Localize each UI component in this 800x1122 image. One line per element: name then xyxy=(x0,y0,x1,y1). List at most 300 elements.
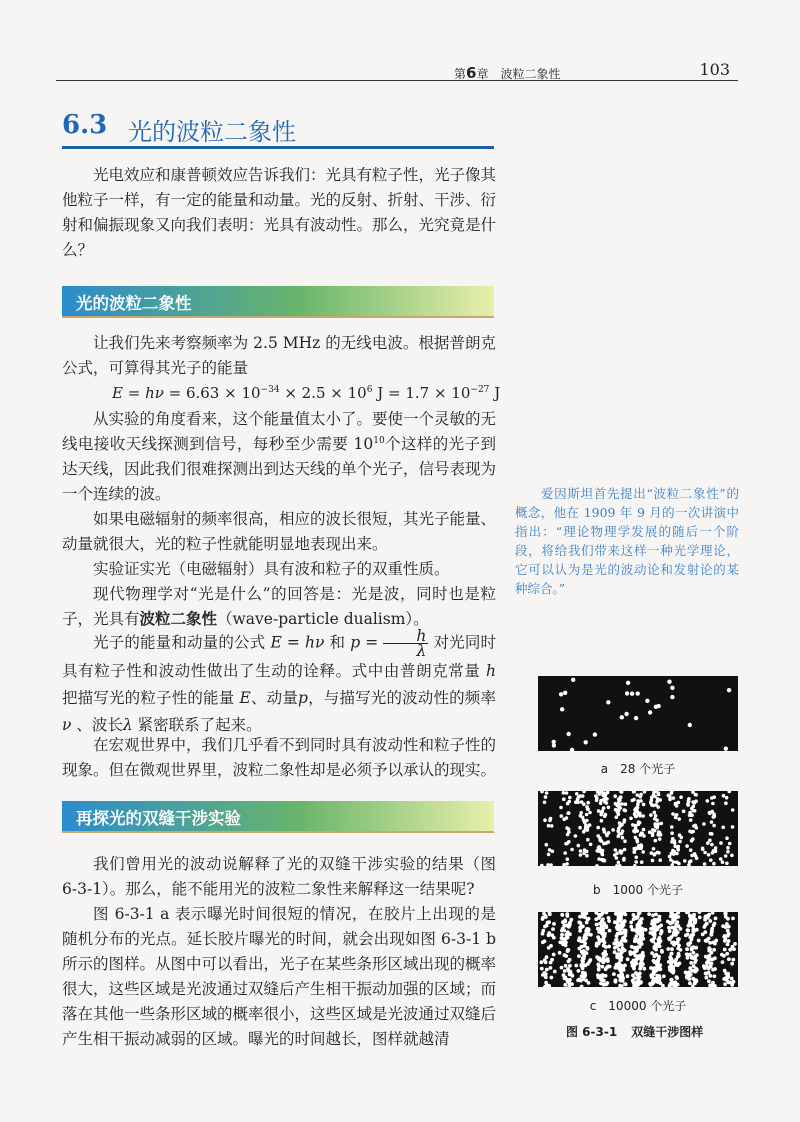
photon-dot xyxy=(564,944,568,948)
photon-dot xyxy=(560,707,564,711)
photon-dot xyxy=(599,975,603,979)
photon-dot xyxy=(711,912,715,915)
photon-dot xyxy=(710,951,714,955)
photon-dot xyxy=(710,929,714,933)
photon-dot xyxy=(673,839,677,843)
photon-dot xyxy=(632,850,636,854)
photon-dot xyxy=(656,824,660,828)
photon-dot xyxy=(677,817,681,821)
photon-dot xyxy=(620,802,624,806)
photon-dot xyxy=(689,818,693,822)
photon-dot xyxy=(649,927,653,931)
photon-dot xyxy=(617,813,621,817)
photon-dot xyxy=(662,974,666,978)
photon-dot xyxy=(689,859,693,863)
photon-dot xyxy=(600,839,604,843)
photon-dot xyxy=(731,825,735,829)
photon-dot xyxy=(596,927,600,931)
photon-dot xyxy=(669,915,673,919)
photon-dot xyxy=(701,847,705,851)
photon-dot xyxy=(612,972,616,976)
photon-dot xyxy=(654,942,658,946)
photon-dot xyxy=(552,743,556,747)
photon-dot xyxy=(670,947,674,951)
photon-dot xyxy=(586,801,590,805)
photon-dot xyxy=(607,916,611,920)
photon-dot xyxy=(607,945,611,949)
photon-dot xyxy=(657,851,661,855)
photon-dot xyxy=(649,983,653,987)
photon-dot xyxy=(623,808,627,812)
photon-dot xyxy=(677,845,681,849)
photon-dot xyxy=(692,969,696,973)
photon-dot xyxy=(570,848,574,852)
photon-dot xyxy=(638,967,642,971)
photon-dot xyxy=(605,965,609,969)
photon-dot xyxy=(693,801,697,805)
photon-dot xyxy=(567,800,571,804)
photon-dot xyxy=(545,968,549,972)
photon-dot xyxy=(567,981,571,985)
intro-paragraph: 光电效应和康普顿效应告诉我们：光具有粒子性，光子像其他粒子一样，有一定的能量和动量。光的反射、折射、干涉、衍射和偏振现象又向我们表明：光具有波动性。那么，光究竟是什么？ xyxy=(62,166,497,259)
photon-dot xyxy=(670,831,674,835)
photon-dot xyxy=(712,824,716,828)
photon-dot xyxy=(602,924,606,928)
photon-dot xyxy=(721,860,725,864)
photon-dot xyxy=(613,853,617,857)
photon-dot xyxy=(670,941,674,945)
photon-dot xyxy=(636,691,640,695)
photon-dot xyxy=(636,976,640,980)
photon-dot xyxy=(685,976,689,980)
photon-dot xyxy=(727,932,731,936)
photon-dot xyxy=(577,969,581,973)
photon-dot xyxy=(685,947,689,951)
photon-dot xyxy=(618,832,622,836)
interference-photo-b xyxy=(538,791,738,866)
photon-dot xyxy=(563,969,567,973)
photon-dot xyxy=(668,929,672,933)
photon-dot xyxy=(673,931,677,935)
photon-dot xyxy=(688,953,692,957)
photon-dot xyxy=(647,912,651,916)
photon-dot xyxy=(660,949,664,953)
photon-dot xyxy=(656,704,660,708)
photon-dot xyxy=(544,960,548,964)
photon-dot xyxy=(706,960,710,964)
photon-dot xyxy=(547,824,551,828)
photon-dot xyxy=(672,796,676,800)
photon-dot xyxy=(642,834,646,838)
photon-dot xyxy=(730,977,734,981)
photon-dot xyxy=(594,917,598,921)
photon-dot xyxy=(675,852,679,856)
photon-dot xyxy=(601,965,605,969)
photon-dot xyxy=(604,813,608,817)
photon-dot xyxy=(581,952,585,956)
photon-dot xyxy=(630,692,634,696)
photon-dot xyxy=(602,959,606,963)
photon-dot xyxy=(640,845,644,849)
photon-dot xyxy=(704,976,708,980)
photon-dot xyxy=(568,964,572,968)
photon-dot xyxy=(539,960,543,964)
h-over-lambda-fraction: $\frac{h}{\lambda}$ xyxy=(383,629,428,658)
photon-dot xyxy=(612,942,616,946)
photon-dot xyxy=(595,796,599,800)
photon-dot xyxy=(652,966,656,970)
photon-dot xyxy=(581,940,585,944)
photon-dot xyxy=(658,837,662,841)
photon-dot xyxy=(714,846,718,850)
photon-dot xyxy=(634,982,638,986)
photon-dot xyxy=(544,981,548,985)
photon-dot xyxy=(550,976,554,980)
photon-dot xyxy=(688,830,692,834)
photon-dot xyxy=(669,952,673,956)
photon-dot xyxy=(710,796,714,800)
photon-dot xyxy=(586,946,590,950)
photon-dot xyxy=(689,961,693,965)
photon-dot xyxy=(548,912,552,916)
photon-dot xyxy=(670,825,674,829)
photon-dot xyxy=(634,962,638,966)
photon-dot xyxy=(639,936,643,940)
photon-dot xyxy=(559,806,563,810)
photon-dot xyxy=(719,841,723,845)
photon-dot xyxy=(690,854,694,858)
photon-dot xyxy=(653,979,657,983)
photon-dot xyxy=(614,802,618,806)
photon-dot xyxy=(651,828,655,832)
photon-dot xyxy=(579,979,583,983)
photon-dot xyxy=(581,915,585,919)
photon-dot xyxy=(574,834,578,838)
photon-dot xyxy=(547,920,551,924)
photon-dot xyxy=(642,828,646,832)
photon-dot xyxy=(635,856,639,860)
photon-dot xyxy=(692,824,696,828)
photon-dot xyxy=(624,929,628,933)
photon-dot xyxy=(614,980,618,984)
photon-dot xyxy=(622,820,626,824)
photon-dot xyxy=(618,928,622,932)
photon-dot xyxy=(691,837,695,841)
photon-dot xyxy=(686,956,690,960)
photon-dot xyxy=(563,920,567,924)
photon-dot xyxy=(552,922,556,926)
photon-dot xyxy=(585,854,589,858)
photon-dot xyxy=(641,933,645,937)
photon-dot xyxy=(693,809,697,813)
photon-dot xyxy=(597,968,601,972)
photon-dot xyxy=(563,976,567,980)
photon-dot xyxy=(586,838,590,842)
photon-dot xyxy=(654,814,658,818)
photon-dot xyxy=(623,919,627,923)
photon-dot xyxy=(657,974,661,978)
photon-dot xyxy=(614,848,618,852)
photon-dot xyxy=(562,797,566,801)
photon-dot xyxy=(674,922,678,926)
photon-dot xyxy=(580,985,584,987)
photon-dot xyxy=(549,944,553,948)
photon-dot xyxy=(642,803,646,807)
photon-dot xyxy=(691,929,695,933)
photon-dot xyxy=(578,929,582,933)
subsection-heading-1: 光的波粒二象性 xyxy=(62,286,494,318)
caption-b: b 1000 个光子 xyxy=(593,883,683,897)
photon-dot xyxy=(584,979,588,983)
photon-dot xyxy=(616,952,620,956)
photon-dot xyxy=(603,800,607,804)
photon-dot xyxy=(708,812,712,816)
photon-dot xyxy=(653,811,657,815)
photon-dot xyxy=(559,692,563,696)
photon-dot xyxy=(619,920,623,924)
photon-dot xyxy=(596,935,600,939)
photon-dot xyxy=(652,793,656,797)
photon-dot xyxy=(713,974,717,978)
photon-dot xyxy=(714,939,718,943)
photon-dot xyxy=(567,811,571,815)
photon-dot xyxy=(641,850,645,854)
section-number: 6.3 xyxy=(62,110,108,140)
photon-dot xyxy=(615,965,619,969)
photon-dot xyxy=(617,861,621,865)
photon-dot xyxy=(732,947,736,951)
photon-dot xyxy=(580,974,584,978)
photon-dot xyxy=(725,796,729,800)
photon-dot xyxy=(550,824,554,828)
photon-dot xyxy=(692,964,696,968)
paragraph-figure-explanation: 图 6-3-1 a 表示曝光时间很短的情况，在胶片上出现的是随机分布的光点。延长胶片曝光的时间，就会出现如图 6-3-1 b 所示的图样。从图中可以看出，光子在某些条形区域出现的概率很大，这些区域是光波通过双缝后产生相干振动加强的区域；而落在其他一些条形区域的概率很小，这些区域是光波通过双缝后产生相干振动减弱的区域。曝光的时间越长，图样就越清 xyxy=(62,905,497,1048)
photon-dot xyxy=(658,963,662,967)
photon-dot xyxy=(727,939,731,943)
photon-dot xyxy=(710,820,714,824)
photon-dot xyxy=(624,802,628,806)
photon-dot xyxy=(618,916,622,920)
photon-dot xyxy=(731,917,735,921)
photon-dot xyxy=(686,933,690,937)
photon-dot xyxy=(722,794,726,798)
photon-dot xyxy=(649,813,653,817)
photon-dot xyxy=(672,860,676,864)
photon-dot xyxy=(703,851,707,855)
photon-dot xyxy=(581,956,585,960)
photon-dot xyxy=(570,748,574,751)
photon-dot xyxy=(585,805,589,809)
photon-dot xyxy=(703,862,707,866)
caption-c: c 10000 个光子 xyxy=(589,999,687,1013)
photon-dot xyxy=(731,958,735,962)
photon-dot xyxy=(635,934,639,938)
photon-dot xyxy=(619,795,623,799)
photon-dot xyxy=(692,951,696,955)
photon-dot xyxy=(694,854,698,858)
photon-dot xyxy=(709,932,713,936)
photon-dot xyxy=(613,920,617,924)
photon-dot xyxy=(726,975,730,979)
photon-dot xyxy=(623,839,627,843)
photon-dot xyxy=(676,937,680,941)
photon-dot xyxy=(682,809,686,813)
photon-dot xyxy=(617,809,621,813)
photon-dot xyxy=(566,857,570,861)
photon-dot xyxy=(709,965,713,969)
photon-dot xyxy=(608,929,612,933)
photon-dot xyxy=(688,813,692,817)
photon-dot xyxy=(640,860,644,864)
photon-dot xyxy=(585,951,589,955)
photon-dot xyxy=(578,947,582,951)
photon-dot xyxy=(603,954,607,958)
photon-dot xyxy=(638,972,642,976)
photon-dot xyxy=(567,732,571,736)
photon-dot xyxy=(545,791,549,795)
photon-dot xyxy=(583,821,587,825)
photon-dot xyxy=(658,944,662,948)
photon-dot xyxy=(709,974,713,978)
photon-dot xyxy=(712,862,716,866)
photon-dot xyxy=(650,931,654,935)
photon-dot xyxy=(607,806,611,810)
photon-dot xyxy=(670,695,674,699)
photon-dot xyxy=(705,965,709,969)
photon-dot xyxy=(631,962,635,966)
photon-dot xyxy=(677,862,681,866)
photon-dot xyxy=(656,918,660,922)
photon-dot xyxy=(730,962,734,966)
photon-dot xyxy=(676,963,680,967)
photon-dot xyxy=(540,791,544,793)
photon-dot xyxy=(648,830,652,834)
photon-dot xyxy=(588,811,592,815)
photon-dot xyxy=(654,913,658,917)
interference-photo-c xyxy=(538,912,738,987)
photon-dot xyxy=(651,859,655,863)
photon-dot xyxy=(577,954,581,958)
subsection-heading-2: 再探光的双缝干涉实验 xyxy=(62,801,494,833)
caption-a: a 28 个光子 xyxy=(600,762,676,776)
section-heading: 光的波粒二象性 xyxy=(128,118,296,146)
paragraph-experiment: 从实验的角度看来，这个能量值太小了。要使一个灵敏的无线电接收天线探测到信号，每秒至少需要 $10^{10}$个这样的光子到达天线，因此我们很难探测出到达天线的单个光子，信号表现为一个连续的波。 xyxy=(62,410,497,503)
photon-dot xyxy=(634,825,638,829)
photon-dot xyxy=(540,864,544,866)
photon-dot xyxy=(675,813,679,817)
running-head xyxy=(56,50,738,81)
photon-dot xyxy=(724,801,728,805)
photon-dot xyxy=(582,791,586,793)
photon-dot xyxy=(726,943,730,947)
photon-dot xyxy=(625,691,629,695)
photon-dot xyxy=(674,802,678,806)
photon-dot xyxy=(674,941,678,945)
photon-dot xyxy=(725,952,729,956)
photon-dot xyxy=(658,831,662,835)
photon-dot xyxy=(620,850,624,854)
figure-title: 双缝干涉图样 xyxy=(631,1025,704,1039)
photon-dot xyxy=(626,681,630,685)
photon-dot xyxy=(723,982,727,986)
photon-dot xyxy=(727,957,731,961)
paragraph-macro-micro: 在宏观世界中，我们几乎看不到同时具有波动性和粒子性的现象。但在微观世界里，波粒二象性却是必须予以承认的现实。 xyxy=(62,736,497,779)
photon-dot xyxy=(704,939,708,943)
photon-dot xyxy=(633,928,637,932)
photon-dot xyxy=(672,913,676,917)
photon-dot xyxy=(623,934,627,938)
photon-dot xyxy=(721,826,725,830)
paragraph-double-slit: 我们曾用光的波动说解释了光的双缝干涉实验的结果（图 6-3-1）。那么，能不能用光的波粒二象性来解释这一结果呢? xyxy=(62,855,496,898)
photon-dot xyxy=(708,941,712,945)
photon-dot xyxy=(596,963,600,967)
photon-dot xyxy=(713,956,717,960)
energy-formula: $E = h\nu = 6.63 \times 10^{-34} \times 2.5 \times 10^6$ $J = 1.7 \times 10^{-27}$ J xyxy=(112,384,501,402)
photon-dot xyxy=(655,800,659,804)
photon-dot xyxy=(686,929,690,933)
photon-dot xyxy=(671,971,675,975)
photon-dot xyxy=(669,959,673,963)
figure-caption xyxy=(566,1023,703,1040)
photon-dot xyxy=(541,929,545,933)
photon-dot xyxy=(702,822,706,826)
photon-dot xyxy=(721,960,725,964)
photon-dot xyxy=(707,979,711,983)
photon-dot xyxy=(692,916,696,920)
paragraph-high-frequency: 如果电磁辐射的频率很高，相应的波长很短，其光子能量、动量就很大，光的粒子性就能明显地表现出来。 xyxy=(62,510,497,553)
photon-dot xyxy=(602,939,606,943)
photon-dot xyxy=(579,849,583,853)
photon-dot xyxy=(638,812,642,816)
photon-dot xyxy=(611,828,615,832)
photon-dot xyxy=(724,747,728,751)
photon-dot xyxy=(543,801,547,805)
photon-dot xyxy=(616,943,620,947)
photon-dot xyxy=(731,808,735,812)
photon-dot xyxy=(698,916,702,920)
photon-dot xyxy=(549,863,553,866)
photon-dot xyxy=(613,950,617,954)
photon-dot xyxy=(595,864,599,866)
photon-dot xyxy=(724,854,728,858)
photon-dot xyxy=(577,795,581,799)
photon-dot xyxy=(676,955,680,959)
photon-dot xyxy=(688,966,692,970)
figure-label: 图 6-3-1 xyxy=(566,1025,618,1039)
photon-dot xyxy=(617,803,621,807)
photon-dot xyxy=(723,939,727,943)
photon-dot xyxy=(560,814,564,818)
photon-dot xyxy=(549,817,553,821)
photon-dot xyxy=(667,937,671,941)
photon-dot xyxy=(587,917,591,921)
photon-dot xyxy=(550,933,554,937)
photon-dot xyxy=(605,982,609,986)
photon-dot xyxy=(723,934,727,938)
photon-dot xyxy=(658,858,662,862)
photon-dot xyxy=(622,923,626,927)
photon-dot xyxy=(714,917,718,921)
photon-dot xyxy=(547,853,551,857)
photon-dot xyxy=(704,972,708,976)
photon-dot xyxy=(698,912,702,914)
photon-dot xyxy=(710,843,714,847)
photon-dot xyxy=(642,967,646,971)
photon-dot xyxy=(659,932,663,936)
photon-dot xyxy=(603,950,607,954)
photon-dot xyxy=(728,791,732,793)
photon-dot xyxy=(541,973,545,977)
